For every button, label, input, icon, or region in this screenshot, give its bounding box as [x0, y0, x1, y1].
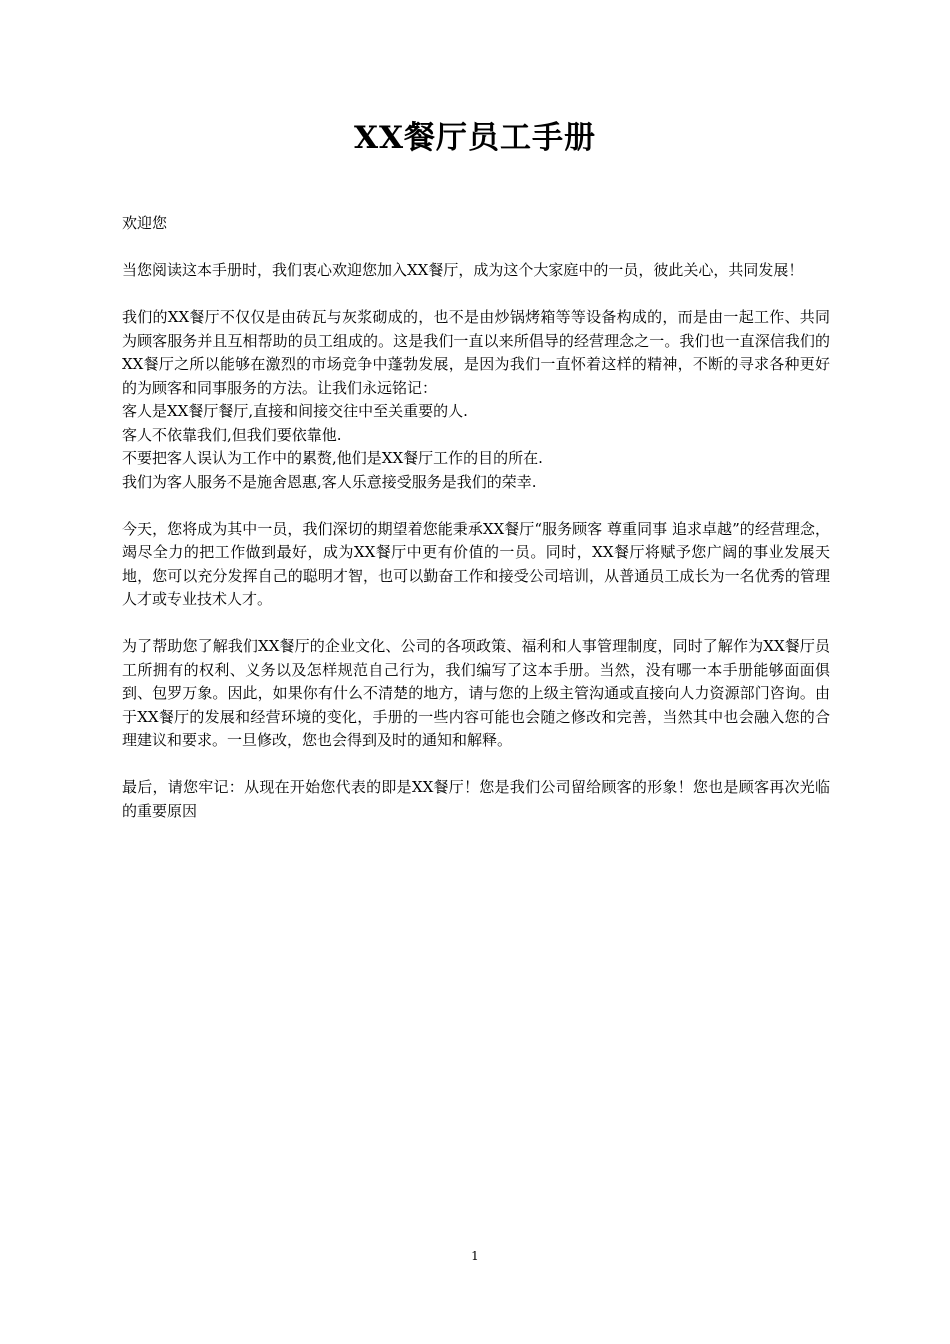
document-body	[122, 212, 830, 847]
motto-line: 客人是XX餐厅餐厅,直接和间接交往中至关重要的人.	[122, 402, 468, 420]
closing-paragraph: 最后，请您牢记：从现在开始您代表的即是XX餐厅！您是我们公司留给顾客的形象！您也是顾客再次光临的重要原因	[122, 778, 830, 820]
philosophy-paragraph: 我们的XX餐厅不仅仅是由砖瓦与灰浆砌成的，也不是由炒锅烤箱等等设备构成的，而是由一起工作、共同为顾客服务并且互相帮助的员工组成的。这是我们一直以来所倡导的经营理念之一。我们也一直深信我们的XX餐厅之所以能够在激烈的市场竞争中蓬勃发展，是因为我们一直怀着这样的精神，不断的寻求各种更好的为顾客和同事服务的方法。让我们永远铭记：	[122, 308, 830, 397]
welcome-paragraph: 当您阅读这本手册时，我们衷心欢迎您加入XX餐厅，成为这个大家庭中的一员，彼此关心，共同发展！	[122, 261, 804, 279]
document-title: XX餐厅员工手册	[353, 120, 597, 156]
motto-line: 我们为客人服务不是施舍恩惠,客人乐意接受服务是我们的荣幸.	[122, 472, 537, 491]
motto-line: 客人不依靠我们,但我们要依靠他.	[122, 425, 342, 444]
page-number: 1	[471, 1249, 479, 1263]
philosophy-block	[122, 306, 830, 494]
handbook-purpose-paragraph: 为了帮助您了解我们XX餐厅的企业文化、公司的各项政策、福利和人事管理制度，同时了解作为XX餐厅员工所拥有的权利、义务以及怎样规范自己行为，我们编写了这本手册。当然，没有哪一本手册能够面面俱到、包罗万象。因此，如果你有什么不清楚的地方，请与您的上级主管沟通或直接向人力资源部门咨询。由于XX餐厅的发展和经营环境的变化，手册的一些内容可能也会随之修改和完善，当然其中也会融入您的合理建议和要求。一旦修改，您也会得到及时的通知和解释。	[122, 637, 830, 749]
today-paragraph: 今天，您将成为其中一员，我们深切的期望着您能秉承XX餐厅“服务顾客 尊重同事 追求卓越”的经营理念，竭尽全力的把工作做到最好，成为XX餐厅中更有价值的一员。同时，XX餐厅将赋予您广阔的事业发展天地，您可以充分发挥自己的聪明才智，也可以勤奋工作和接受公司培训，从普通员工成长为一名优秀的管理人才或专业技术人才。	[122, 519, 830, 608]
greeting: 欢迎您	[122, 214, 168, 232]
motto-line: 不要把客人误认为工作中的累赘,他们是XX餐厅工作的目的所在.	[122, 449, 543, 467]
